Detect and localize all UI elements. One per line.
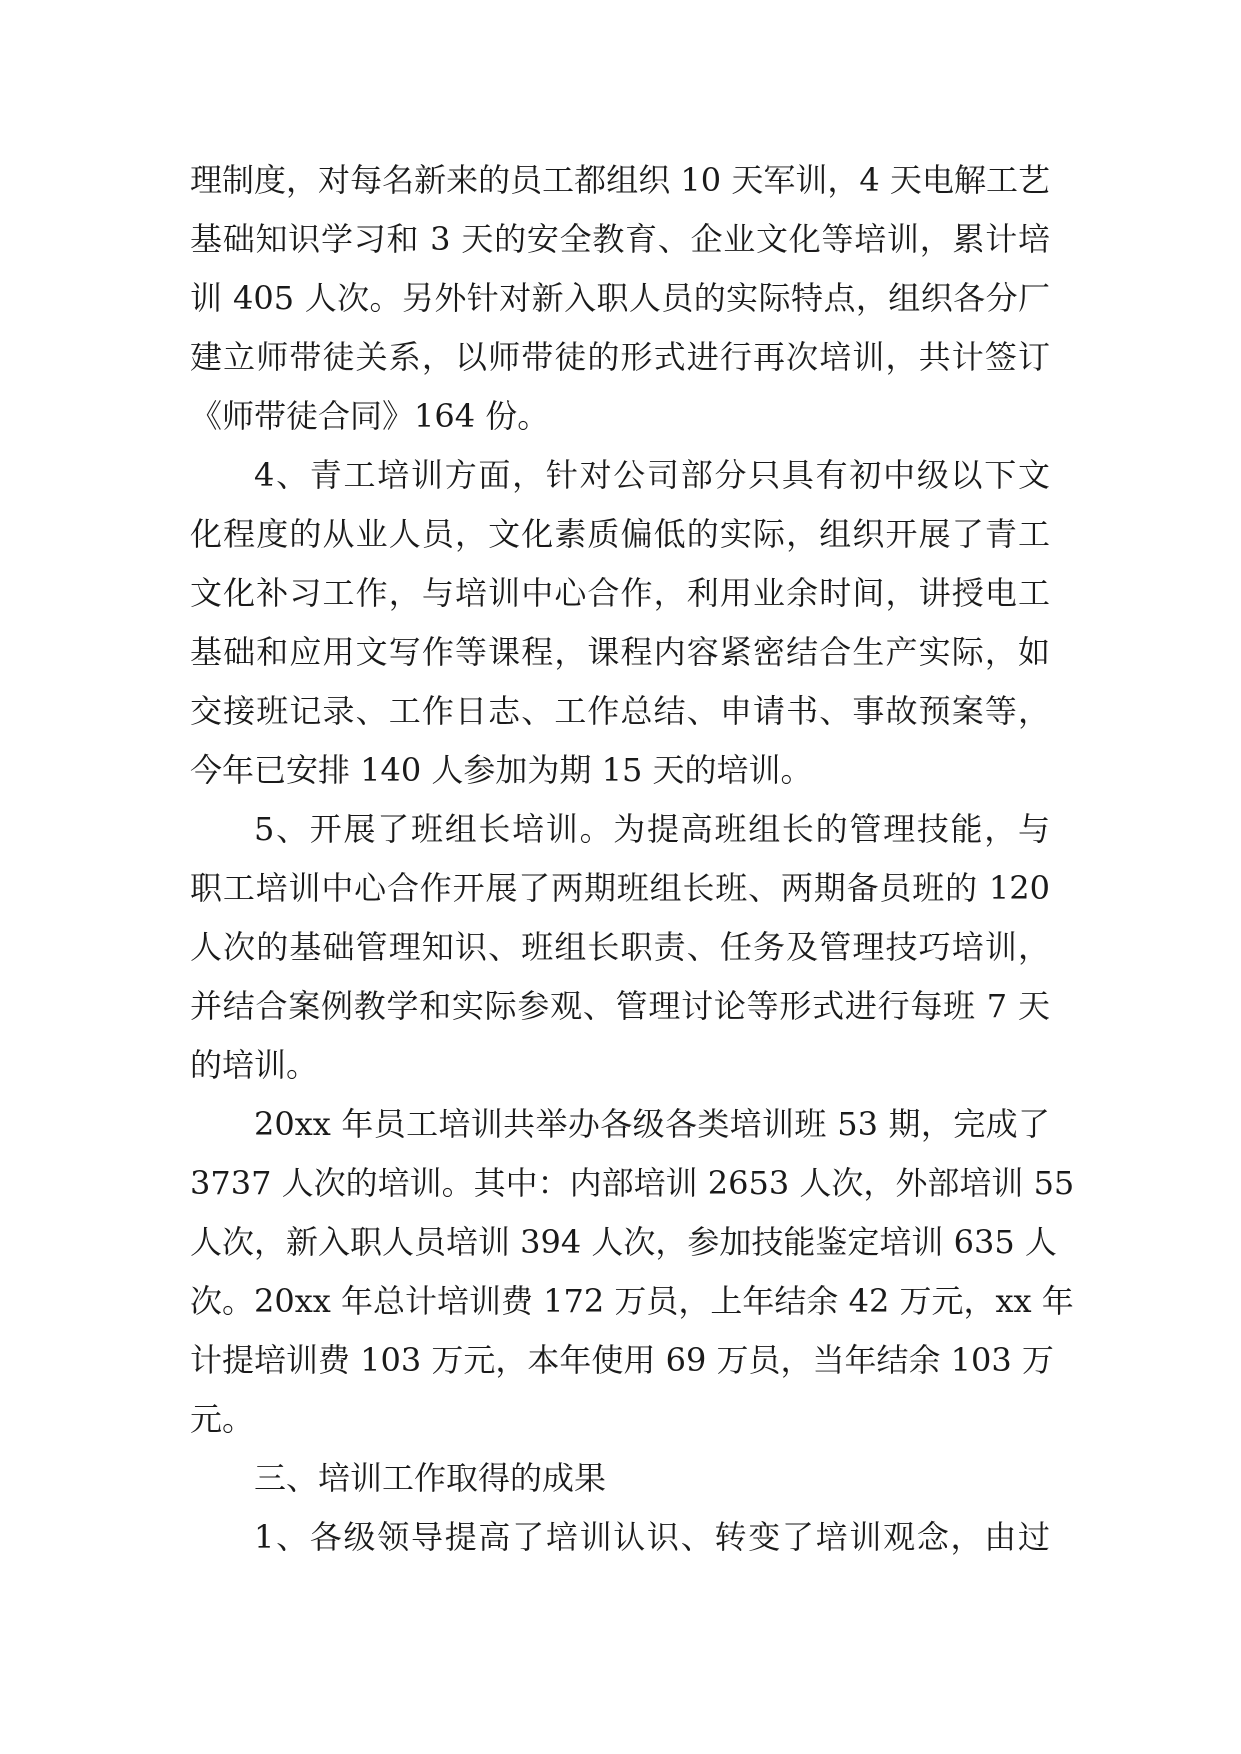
text-line: 基础知识学习和 3 天的安全教育、企业文化等培训，累计培 — [190, 220, 1050, 258]
text-line: 元。 — [190, 1400, 255, 1438]
text-line: 计提培训费 103 万元，本年使用 69 万员，当年结余 103 万 — [190, 1341, 1054, 1379]
text-line: 人次的基础管理知识、班组长职责、任务及管理技巧培训， — [190, 928, 1050, 966]
text-line: 交接班记录、工作日志、工作总结、申请书、事故预案等， — [190, 692, 1050, 730]
text-line: 化程度的从业人员，文化素质偏低的实际，组织开展了青工 — [190, 515, 1050, 553]
text-line: 并结合案例教学和实际参观、管理讨论等形式进行每班 7 天 — [190, 987, 1050, 1025]
text-line: 建立师带徒关系，以师带徒的形式进行再次培训，共计签订 — [190, 338, 1050, 376]
text-line: 训 405 人次。另外针对新入职人员的实际特点，组织各分厂 — [190, 279, 1050, 317]
section-heading: 三、培训工作取得的成果 — [254, 1459, 607, 1497]
text-line: 人次，新入职人员培训 394 人次，参加技能鉴定培训 635 人 — [190, 1223, 1057, 1261]
text-line: 理制度，对每名新来的员工都组织 10 天军训，4 天电解工艺 — [190, 161, 1050, 199]
text-line: 基础和应用文写作等课程，课程内容紧密结合生产实际，如 — [190, 633, 1050, 671]
paragraph-first-line: 20xx 年员工培训共举办各级各类培训班 53 期，完成了 — [254, 1105, 1050, 1143]
text-line: 《师带徒合同》164 份。 — [190, 397, 550, 435]
paragraph-first-line: 1、各级领导提高了培训认识、转变了培训观念，由过 — [254, 1518, 1050, 1556]
text-line: 职工培训中心合作开展了两期班组长班、两期备员班的 120 — [190, 869, 1050, 907]
text-line: 的培训。 — [190, 1046, 319, 1084]
text-line: 次。20xx 年总计培训费 172 万员，上年结余 42 万元，xx 年 — [190, 1282, 1074, 1320]
paragraph-first-line: 5、开展了班组长培训。为提高班组长的管理技能，与 — [254, 810, 1050, 848]
text-line: 3737 人次的培训。其中：内部培训 2653 人次，外部培训 55 — [190, 1164, 1075, 1202]
text-line: 文化补习工作，与培训中心合作，利用业余时间，讲授电工 — [190, 574, 1050, 612]
text-line: 今年已安排 140 人参加为期 15 天的培训。 — [190, 751, 813, 789]
paragraph-first-line: 4、青工培训方面，针对公司部分只具有初中级以下文 — [254, 456, 1050, 494]
